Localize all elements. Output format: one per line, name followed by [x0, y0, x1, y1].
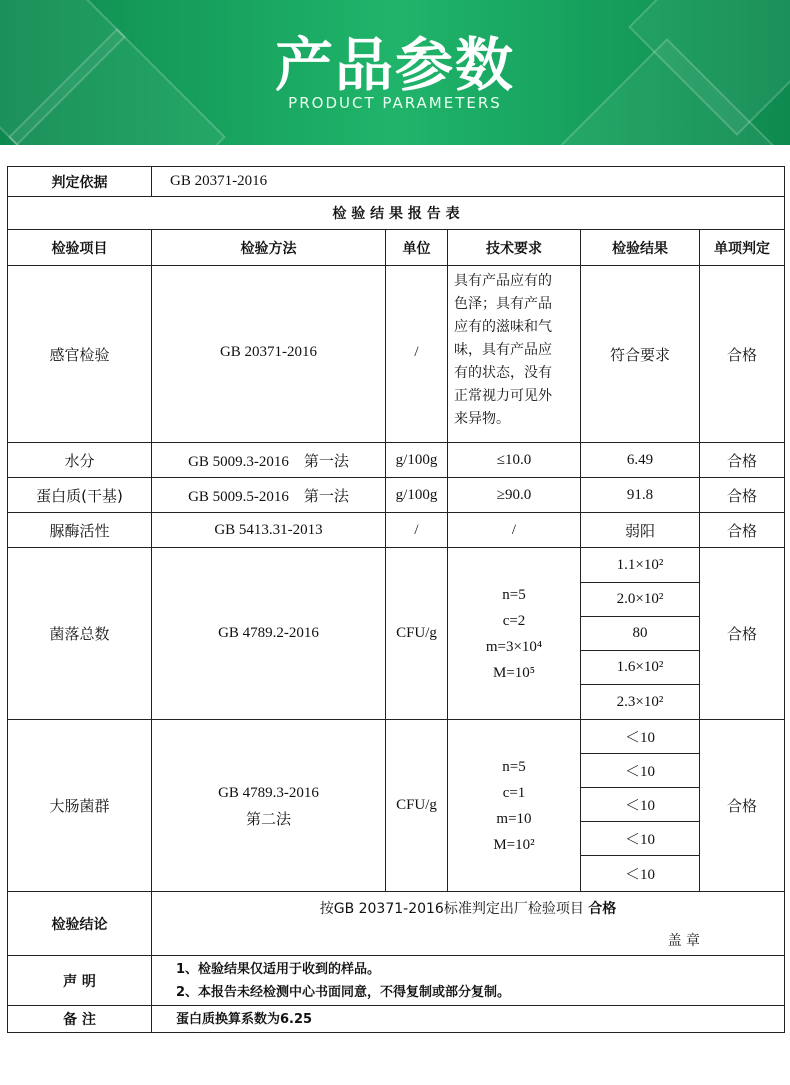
- coliform-judgment: 合格: [700, 720, 785, 892]
- conclusion-row: [8, 892, 785, 956]
- remark-text: 蛋白质换算系数为6.25: [176, 1011, 313, 1027]
- conclusion-cell: [152, 892, 785, 956]
- sensory-result: 符合要求: [581, 266, 700, 443]
- header-judgment: 单项判定: [700, 230, 785, 266]
- colony-result: 2.0×10²: [581, 583, 700, 617]
- requirement-line: 应有的滋味和气: [454, 319, 552, 335]
- header-banner: [0, 0, 790, 145]
- inspection-report-table: [7, 166, 785, 1033]
- statement-label: 声 明: [8, 956, 152, 1006]
- coliform-row: [8, 720, 785, 754]
- conclusion-verdict: 合格: [588, 900, 617, 917]
- requirement-line: n=5: [502, 586, 526, 603]
- urease-unit: /: [386, 513, 448, 548]
- moisture-row: [8, 443, 785, 478]
- requirement-line: c=1: [502, 784, 526, 801]
- urease-judgment: 合格: [700, 513, 785, 548]
- protein-judgment: 合格: [700, 478, 785, 513]
- requirement-line: n=5: [502, 758, 526, 775]
- sensory-unit: /: [386, 266, 448, 443]
- sensory-requirement: [448, 266, 581, 443]
- protein-row: [8, 478, 785, 513]
- colony-method: GB 4789.2-2016: [152, 548, 386, 720]
- statement-line: 1、检验结果仅适用于收到的样品。: [176, 961, 381, 977]
- header-requirement: 技术要求: [448, 230, 581, 266]
- coliform-result: ＜10: [581, 788, 700, 822]
- colony-result: 2.3×10²: [581, 685, 700, 720]
- sensory-row: [8, 266, 785, 443]
- urease-result: 弱阳: [581, 513, 700, 548]
- coliform-result: ＜10: [581, 822, 700, 856]
- colony-requirement: [448, 548, 581, 720]
- remark-cell: [152, 1006, 785, 1033]
- header-item: 检验项目: [8, 230, 152, 266]
- coliform-result: ＜10: [581, 856, 700, 892]
- protein-requirement: ≥90.0: [448, 478, 581, 513]
- banner-subtitle: PRODUCT PARAMETERS: [288, 94, 502, 112]
- requirement-line: M=10²: [493, 836, 535, 853]
- requirement-line: 色泽；具有产品: [454, 296, 552, 312]
- requirement-line: 味，具有产品应: [454, 342, 552, 358]
- protein-item: 蛋白质(干基): [8, 478, 152, 513]
- colony-judgment: 合格: [700, 548, 785, 720]
- urease-item: 脲酶活性: [8, 513, 152, 548]
- coliform-method: [152, 720, 386, 892]
- sensory-method: GB 20371-2016: [152, 266, 386, 443]
- moisture-requirement: ≤10.0: [448, 443, 581, 478]
- colony-unit: CFU/g: [386, 548, 448, 720]
- statement-row: [8, 956, 785, 1006]
- remark-row: [8, 1006, 785, 1033]
- sensory-judgment: 合格: [700, 266, 785, 443]
- colony-result: 1.1×10²: [581, 548, 700, 583]
- statement-cell: [152, 956, 785, 1006]
- requirement-line: c=2: [502, 612, 526, 629]
- basis-row: [8, 167, 785, 197]
- urease-row: [8, 513, 785, 548]
- sensory-item: 感官检验: [8, 266, 152, 443]
- coliform-unit: CFU/g: [386, 720, 448, 892]
- method-line: 第二法: [245, 809, 291, 828]
- protein-method: GB 5009.5-2016 第一法: [152, 478, 386, 513]
- urease-requirement: /: [448, 513, 581, 548]
- conclusion-text: 按GB 20371-2016标准判定出厂检验项目: [319, 900, 584, 917]
- banner-title: 产品参数: [274, 31, 515, 99]
- conclusion-label: 检验结论: [8, 892, 152, 956]
- requirement-line: 具有产品应有的: [454, 273, 552, 289]
- colony-row: [8, 548, 785, 583]
- remark-label: 备 注: [8, 1006, 152, 1033]
- moisture-method: GB 5009.3-2016 第一法: [152, 443, 386, 478]
- header-unit: 单位: [386, 230, 448, 266]
- report-title: 检 验 结 果 报 告 表: [8, 197, 785, 230]
- report-title-row: [8, 197, 785, 230]
- method-line: GB 4789.3-2016: [218, 784, 319, 801]
- colony-result: 80: [581, 617, 700, 651]
- requirement-line: m=3×10⁴: [485, 638, 543, 655]
- seal-text: 盖 章: [667, 932, 701, 949]
- colony-item: 菌落总数: [8, 548, 152, 720]
- coliform-result: ＜10: [581, 754, 700, 788]
- colony-result: 1.6×10²: [581, 651, 700, 685]
- coliform-item: 大肠菌群: [8, 720, 152, 892]
- coliform-result: ＜10: [581, 720, 700, 754]
- urease-method: GB 5413.31-2013: [152, 513, 386, 548]
- requirement-line: M=10⁵: [492, 664, 536, 681]
- requirement-line: 有的状态，没有: [454, 365, 552, 381]
- statement-line: 2、本报告未经检测中心书面同意，不得复制或部分复制。: [176, 984, 511, 1000]
- requirement-line: m=10: [496, 810, 532, 827]
- header-method: 检验方法: [152, 230, 386, 266]
- protein-result: 91.8: [581, 478, 700, 513]
- basis-value: GB 20371-2016: [152, 167, 785, 197]
- header-result: 检验结果: [581, 230, 700, 266]
- coliform-requirement: [448, 720, 581, 892]
- moisture-unit: g/100g: [386, 443, 448, 478]
- moisture-judgment: 合格: [700, 443, 785, 478]
- protein-unit: g/100g: [386, 478, 448, 513]
- header-row: [8, 230, 785, 266]
- requirement-line: 正常视力可见外: [454, 388, 552, 404]
- basis-label: 判定依据: [8, 167, 152, 197]
- requirement-line: 来异物。: [454, 411, 510, 427]
- moisture-result: 6.49: [581, 443, 700, 478]
- moisture-item: 水分: [8, 443, 152, 478]
